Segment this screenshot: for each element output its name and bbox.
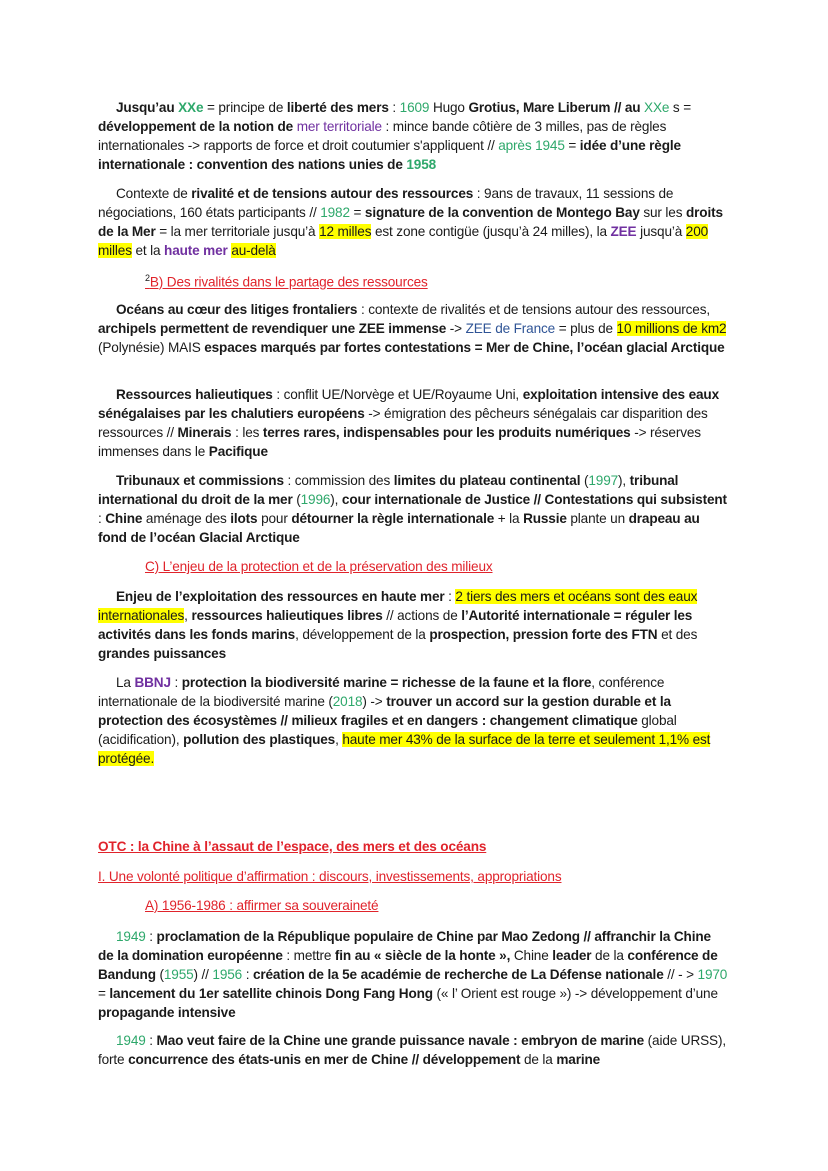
text-run: est zone contigüe (jusqu’à 24 milles), la	[371, 224, 611, 239]
text-run: drapeau au fond de l’océan Glacial Arctique	[98, 511, 700, 545]
text-run: + la	[494, 511, 524, 526]
text-run: ->	[446, 321, 466, 336]
text-run: :	[242, 967, 253, 982]
text-run: protection la biodiversité marine = richesse de la faune et la flore	[181, 675, 592, 690]
text-run: l’Autorité internationale = réguler les activités dans les fonds marins	[98, 608, 693, 642]
text-run: prospection, pression forte des FTN	[429, 627, 658, 642]
paragraph-litiges	[98, 300, 730, 357]
text-run: terres rares, indispensables pour les produits numériques	[262, 425, 631, 440]
text-run: 1958	[406, 157, 437, 172]
text-run: 2018	[332, 694, 363, 709]
text-run: Grotius, Mare Liberum // au	[468, 100, 645, 115]
text-run: La	[116, 675, 135, 690]
text-run: 1956	[212, 967, 243, 982]
text-run: ),	[330, 492, 342, 507]
text-run: =	[98, 986, 110, 1001]
text-run: : commission des	[283, 473, 394, 488]
text-run: 1949	[116, 1033, 146, 1048]
text-run: après 1945	[498, 138, 565, 153]
text-run: Jusqu’au	[116, 100, 179, 115]
text-run: Chine	[105, 511, 143, 526]
heading-a-souverainete: A) 1956-1986 : affirmer sa souveraineté	[145, 898, 379, 913]
text-run: -> émigration des pêcheurs sénégalais car disparition des ressources //	[98, 406, 708, 440]
text-run: ZEE	[610, 224, 637, 239]
text-run: :	[444, 589, 456, 604]
text-run: détourner la règle internationale	[291, 511, 495, 526]
text-run: pour	[257, 511, 292, 526]
text-run: : mince bande côtière de 3 milles, pas de règles internationales -> rapports de force et droit coutumier s'appliquent //	[98, 119, 667, 153]
text-run: Russie	[523, 511, 567, 526]
text-run: ,	[184, 608, 192, 623]
text-run: 1982	[320, 205, 350, 220]
text-run: fin au « siècle de la honte »,	[334, 948, 511, 963]
text-run: ressources halieutiques libres	[191, 608, 383, 623]
text-run: leader	[552, 948, 592, 963]
highlighted-text: 10 millions de km2	[616, 321, 727, 336]
text-run: Minerais	[177, 425, 232, 440]
text-run: :	[388, 100, 400, 115]
text-run: 1955	[163, 967, 194, 982]
text-run: = principe de	[203, 100, 287, 115]
text-run: (	[580, 473, 589, 488]
text-run: BBNJ	[134, 675, 171, 690]
text-run: limites du plateau continental	[393, 473, 581, 488]
text-run: développement de la notion de	[98, 119, 297, 134]
highlighted-text: haute mer 43% de la surface de la terre et seulement 1,1% est protégée.	[98, 732, 711, 766]
text-run: -> réserves immenses dans le	[98, 425, 701, 459]
paragraph-ressources	[98, 385, 730, 461]
paragraph-haute-mer	[98, 587, 730, 663]
text-run: (aide URSS), forte	[98, 1033, 726, 1067]
text-run: ilots	[230, 511, 258, 526]
highlighted-text: 12 milles	[319, 224, 372, 239]
text-run: :	[145, 1033, 157, 1048]
text-run: = la mer territoriale jusqu’à	[155, 224, 320, 239]
text-run: trouver un accord sur la gestion durable et la protection des écosystèmes // milieux fragiles et en dangers : changement climatique	[98, 694, 671, 728]
text-run: s =	[669, 100, 691, 115]
text-run: ZEE de France	[465, 321, 556, 336]
text-run: ,	[335, 732, 343, 747]
text-run: Hugo	[429, 100, 469, 115]
text-run: ) ->	[362, 694, 387, 709]
text-run: marine	[556, 1052, 601, 1067]
text-run: archipels permettent de revendiquer une ZEE immense	[98, 321, 447, 336]
text-run: exploitation intensive des eaux sénégalaises par les chalutiers européens	[98, 387, 719, 421]
text-run: concurrence des états-unis en mer de Chine // développement	[128, 1052, 521, 1067]
text-run: =	[349, 205, 365, 220]
text-run: Tribunaux et commissions	[116, 473, 284, 488]
text-run: liberté des mers	[286, 100, 389, 115]
text-run: Océans au cœur des litiges frontaliers	[116, 302, 358, 317]
text-run: (« l’ Orient est rouge ») -> développement d’une	[432, 986, 718, 1001]
heading-part-1: I. Une volonté politique d’affirmation : discours, investissements, appropriations	[98, 869, 562, 884]
text-run: :	[170, 675, 182, 690]
text-run: (	[292, 492, 301, 507]
text-run: et des	[657, 627, 698, 642]
text-run: 1996	[300, 492, 331, 507]
text-run: 1949	[116, 929, 146, 944]
text-run: // - >	[663, 967, 698, 982]
text-run: Contexte de	[116, 186, 192, 201]
highlighted-text: au-delà	[231, 243, 276, 258]
text-run: XXe	[644, 100, 670, 115]
text-run: Pacifique	[208, 444, 268, 459]
text-run: mer territoriale	[296, 119, 382, 134]
heading-b-text: B) Des rivalités dans le partage des ressources	[149, 274, 428, 290]
text-run: espaces marqués par fortes contestations = Mer de Chine, l’océan glacial Arctique	[204, 340, 725, 355]
text-run: ),	[618, 473, 630, 488]
text-run: ) //	[193, 967, 213, 982]
text-run: :	[98, 511, 106, 526]
text-run: conférence de Bandung	[98, 948, 718, 982]
footnote-marker: 2	[145, 273, 150, 283]
paragraph-mer-liberte	[98, 98, 730, 174]
text-run: : mettre	[282, 948, 335, 963]
heading-b-rivalites	[145, 269, 777, 292]
text-run: Enjeu de l’exploitation des ressources en haute mer	[116, 589, 445, 604]
text-run: de la	[591, 948, 628, 963]
text-run: pollution des plastiques	[183, 732, 336, 747]
heading-c-protection: C) L’enjeu de la protection et de la préservation des milieux	[145, 559, 493, 574]
text-run: Mao veut faire de la Chine une grande puissance navale : embryon de marine	[156, 1033, 645, 1048]
paragraph-montego-bay	[98, 184, 730, 260]
highlighted-text: 2 tiers des mers et océans sont des eaux internationales	[98, 589, 698, 623]
text-run: Chine	[510, 948, 553, 963]
heading-otc: OTC : la Chine à l’assaut de l’espace, des mers et des océans	[98, 839, 487, 854]
text-run: 1970	[697, 967, 728, 982]
text-run: grandes puissances	[98, 646, 227, 661]
text-run: signature de la convention de Montego Bay	[364, 205, 640, 220]
text-run: (Polynésie) MAIS	[98, 340, 205, 355]
text-run: aménage des	[142, 511, 231, 526]
paragraph-bbnj	[98, 673, 730, 768]
text-run: de la	[520, 1052, 557, 1067]
text-run: droits de la Mer	[98, 205, 723, 239]
text-run: :	[145, 929, 157, 944]
text-run: plante un	[566, 511, 629, 526]
text-run: proclamation de la République populaire de Chine par Mao Zedong // affranchir la Chine de la domination européenne	[98, 929, 711, 963]
text-run: XXe	[178, 100, 204, 115]
text-run: , développement de la	[295, 627, 430, 642]
text-run: : 9ans de travaux, 11 sessions de négociations, 160 états participants //	[98, 186, 674, 220]
text-run: : conflit UE/Norvège et UE/Royaume Uni,	[272, 387, 523, 402]
text-run: =	[564, 138, 580, 153]
paragraph-1949-proclamation	[98, 927, 730, 1022]
text-run: // actions de	[382, 608, 462, 623]
text-run: : contexte de rivalités et de tensions autour des ressources,	[357, 302, 710, 317]
text-run: idée d’une règle internationale : convention des nations unies de	[98, 138, 681, 172]
text-run: sur les	[639, 205, 686, 220]
text-run: = plus de	[555, 321, 617, 336]
highlighted-text: 200 milles	[98, 224, 709, 258]
text-run: jusqu’à	[636, 224, 686, 239]
text-run: création de la 5e académie de recherche de La Défense nationale	[252, 967, 664, 982]
text-run: et la	[131, 243, 165, 258]
text-run: propagande intensive	[98, 1005, 236, 1020]
text-run: , conférence internationale de la biodiversité marine (	[98, 675, 665, 709]
text-run: (	[155, 967, 164, 982]
text-run: cour internationale de Justice // Contestations qui subsistent	[341, 492, 727, 507]
text-run: 1997	[588, 473, 619, 488]
paragraph-1949-marine	[98, 1031, 730, 1069]
text-run: Ressources halieutiques	[116, 387, 273, 402]
text-run: global (acidification),	[98, 713, 677, 747]
text-run: : les	[231, 425, 263, 440]
text-run: lancement du 1er satellite chinois Dong Fang Hong	[109, 986, 433, 1001]
paragraph-tribunaux	[98, 471, 730, 547]
text-run: 1609	[399, 100, 430, 115]
text-run: tribunal international du droit de la mer	[98, 473, 679, 507]
text-run: rivalité et de tensions autour des ressources	[191, 186, 474, 201]
text-run: haute mer	[164, 243, 228, 258]
